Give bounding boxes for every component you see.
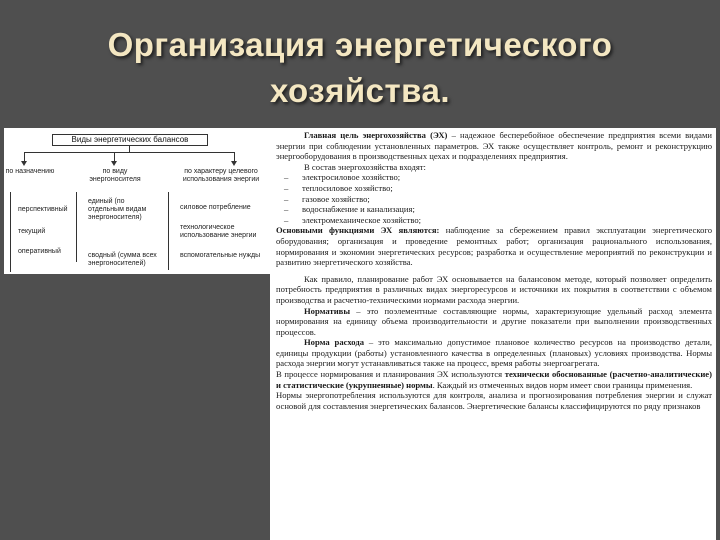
paragraph-bold: Главная цель энергохозяйства (ЭХ): [304, 130, 448, 140]
paragraph-text: В процессе нормирования и планирования ЭХ используются: [276, 369, 505, 380]
paragraph-norm-types: [276, 369, 712, 390]
col1-item: перспективный: [18, 206, 68, 213]
diagram-header: Виды энергетических балансов: [52, 134, 208, 146]
col1-item: текущий: [18, 228, 46, 235]
col3-item: вспомогательные нужды: [180, 252, 261, 259]
paragraph-text: – надежное бесперебойное обеспечение предприятия всеми видами энергии при соблюдении установленных параметров. ЭХ также осуществляет контроль, ремонт и реконструкцию энергооборудования в производственных цехах и подразделениях предприятия.: [276, 130, 712, 162]
paragraph-planning: Как правило, планирование работ ЭХ основывается на балансовом методе, который позволяет определить потребность предприятия в различных видах энергоресурсов и источники их покрытия в соответствии с объемом производства и расчетно-техническими нормами расхода энергии.: [276, 273, 712, 305]
paragraph-text: – это поэлементные составляющие нормы, характеризующие удельный расход элемента нормирования на единицу объема производительности и другие показатели при выполнении производственных процессов.: [276, 305, 712, 337]
slide-title-line-2: хозяйства.: [269, 72, 451, 109]
paragraph-functions: [276, 225, 712, 267]
paragraph-bold: технически обоснованные (расчетно-аналитические) и статистические (укрупненные) нормы: [276, 369, 712, 390]
col2-item: единый (по отдельным видам энергоносителя): [88, 198, 147, 221]
list-item: – водоснабжение и канализация;: [276, 204, 712, 215]
paragraph-text: – это максимально допустимое плановое количество ресурсов на производство детали, единицы продукции (работы) установленного качества в определенных (плановых) условиях производства. Нормы расхода энергии могут устанавливаться также на процесс, время работы энергоагрегата.: [276, 337, 713, 369]
col2-item: сводный (сумма всех энергоносителей): [88, 252, 157, 267]
slide-background-area: [4, 274, 270, 540]
paragraph-balances: Нормы энергопотребления используются для контроля, анализа и прогнозирования потребления энергии и служат основой для составления энергетических балансов. Энергетические балансы классифицируются по ряду признаков: [276, 390, 712, 411]
list-item: – электромеханическое хозяйство;: [276, 215, 712, 226]
paragraph-consumption-norm: [276, 337, 712, 369]
list-intro: В состав энергохозяйства входят:: [304, 161, 426, 172]
col1-item: оперативный: [18, 248, 61, 255]
list-item: – электросиловое хозяйство;: [276, 172, 712, 183]
paragraph-text: наблюдение за сбережением правил эксплуатации энергетического оборудования; организация и проведение ремонтных работ; организация рационального использования, нормирования и экономии энергетических ресурсов; разработка и осуществление мероприятий по реконструкции и развитию энергетического хозяйства.: [276, 225, 712, 268]
paragraph-normatives: [276, 306, 712, 338]
paragraph-main-goal: [276, 130, 712, 162]
branch-by-use: по характеру целевого использования энергии: [182, 168, 260, 183]
paragraph-text: . Каждый из отмеченных видов норм имеет свои границы применения.: [432, 379, 693, 390]
branch-by-purpose: по назначению: [5, 168, 55, 175]
paragraph-bold: Основными функциями ЭХ являются:: [276, 225, 440, 236]
slide-title: [0, 22, 720, 114]
paragraph-bold: Норма расхода: [304, 337, 364, 348]
list-item: – газовое хозяйство;: [276, 194, 712, 205]
paragraph-bold: Нормативы: [304, 305, 351, 316]
branch-by-carrier: по виду энергоносителя: [89, 168, 141, 183]
slide-title-line-1: Организация энергетического: [107, 26, 613, 63]
list-item: – теплосиловое хозяйство;: [276, 183, 712, 194]
col3-item: силовое потребление: [180, 204, 251, 211]
col3-item: технологическое использование энергии: [180, 224, 257, 239]
document-page: [270, 128, 716, 540]
composition-list: [276, 172, 712, 225]
energy-balance-diagram: [4, 128, 270, 274]
